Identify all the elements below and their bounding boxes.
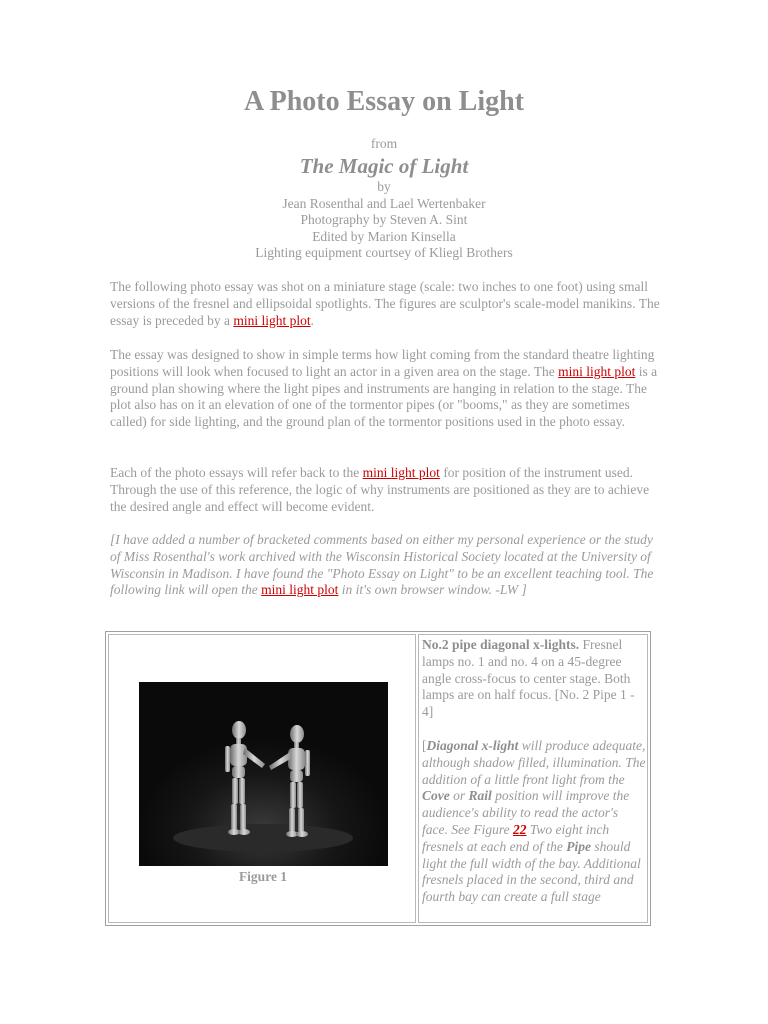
figure-heading: No.2 pipe diagonal x-lights. xyxy=(422,637,580,652)
p1-end: . xyxy=(310,312,314,328)
term-rail: Rail xyxy=(468,788,492,804)
by-label: by xyxy=(377,179,391,195)
mini-light-plot-link-4[interactable]: mini light plot xyxy=(261,582,339,598)
p3-rest: for position of the instrument used. Through the use of this reference, the logic of why instruments are positioned as they are to achieve the desired angle and effect will become evident. xyxy=(110,465,650,514)
credits-block xyxy=(0,136,768,261)
from-label: from xyxy=(370,136,398,151)
commentary-text-4: should light the full width of the bay. Additional fresnels placed in the second, third and fourth bay can create a full stage xyxy=(422,838,641,905)
p2-rest: is a ground plan showing where the light pipes and instruments are hanging in relation to the stage. The plot also has on it an elevation of one of the tormentor pipes (or "booms," as they are sometimes called) for side lighting, and the ground plan of the tormentor positions used in the photo essay. xyxy=(110,363,658,430)
edited-line: Edited by Marion Kinsella xyxy=(312,228,456,244)
commentary-or: or xyxy=(449,788,469,804)
intro-paragraph-2 xyxy=(110,347,660,431)
mini-light-plot-link-3[interactable]: mini light plot xyxy=(362,465,440,480)
figure-22-link[interactable]: 22 xyxy=(512,821,527,837)
equipment-line: Lighting equipment courtsey of Kliegl Brothers xyxy=(255,245,513,261)
author-note-paragraph xyxy=(110,532,660,599)
mini-light-plot-link-1[interactable]: mini light plot xyxy=(233,312,311,328)
term-cove: Cove xyxy=(422,788,450,804)
term-diagonal-x-light: Diagonal x-light xyxy=(426,737,519,753)
page-title: A Photo Essay on Light xyxy=(243,86,525,117)
mini-light-plot-link-2[interactable]: mini light plot xyxy=(558,363,636,379)
p2-text: The essay was designed to show in simple terms how light coming from the standard theatre lighting positions will look when focused to light an actor in a given area on the stage. The xyxy=(110,347,655,379)
intro-paragraph-3 xyxy=(110,465,660,515)
figure-commentary xyxy=(422,738,646,906)
photography-line: Photography by Steven A. Sint xyxy=(300,212,468,228)
figure-1-photo xyxy=(139,682,388,866)
figure-text-cell xyxy=(418,634,648,923)
intro-paragraph-1 xyxy=(110,279,660,329)
commentary-text-3: Two eight inch fresnels at each end of the xyxy=(422,821,610,854)
book-title: The Magic of Light xyxy=(299,154,469,179)
p4-text: [I have added a number of bracketed comments based on either my personal experience or the study of Miss Rosenthal's work archived with the Wisconsin Historical Society located at the University of Wisconsin in Madison. I have found the "Photo Essay on Light" to be an excellent teaching tool. The following link will open the xyxy=(110,532,654,598)
figure-image-cell xyxy=(108,634,416,923)
term-pipe: Pipe xyxy=(566,838,591,854)
figure-description xyxy=(422,637,646,923)
figure-description-main xyxy=(422,637,646,721)
figure-table xyxy=(105,631,651,926)
authors-line: Jean Rosenthal and Lael Wertenbaker xyxy=(282,195,486,211)
commentary-text-2: position will improve the audience's ability to read the actor's face. See Figure xyxy=(422,788,630,837)
p4-rest: in it's own browser window. -LW ] xyxy=(338,582,527,598)
manikins-photo-illustration xyxy=(139,682,388,866)
p1-text: The following photo essay was shot on a miniature stage (scale: two inches to one foot) using small versions of the fresnel and ellipsoidal spotlights. The figures are sculptor's scale-model manikins. The essay is preceded by a xyxy=(110,279,660,328)
p3-text: Each of the photo essays will refer back to the xyxy=(110,465,363,480)
bracket-open: [ xyxy=(422,737,427,753)
figure-description-text: Fresnel lamps no. 1 and no. 4 on a 45-degree angle cross-focus to center stage. Both lamps are on half focus. [No. 2 Pipe 1 - 4] xyxy=(422,637,635,720)
commentary-text-1: will produce adequate, although shadow filled, illumination. The addition of a little front light from the xyxy=(422,737,646,787)
figure-caption: Figure 1 xyxy=(238,869,288,884)
